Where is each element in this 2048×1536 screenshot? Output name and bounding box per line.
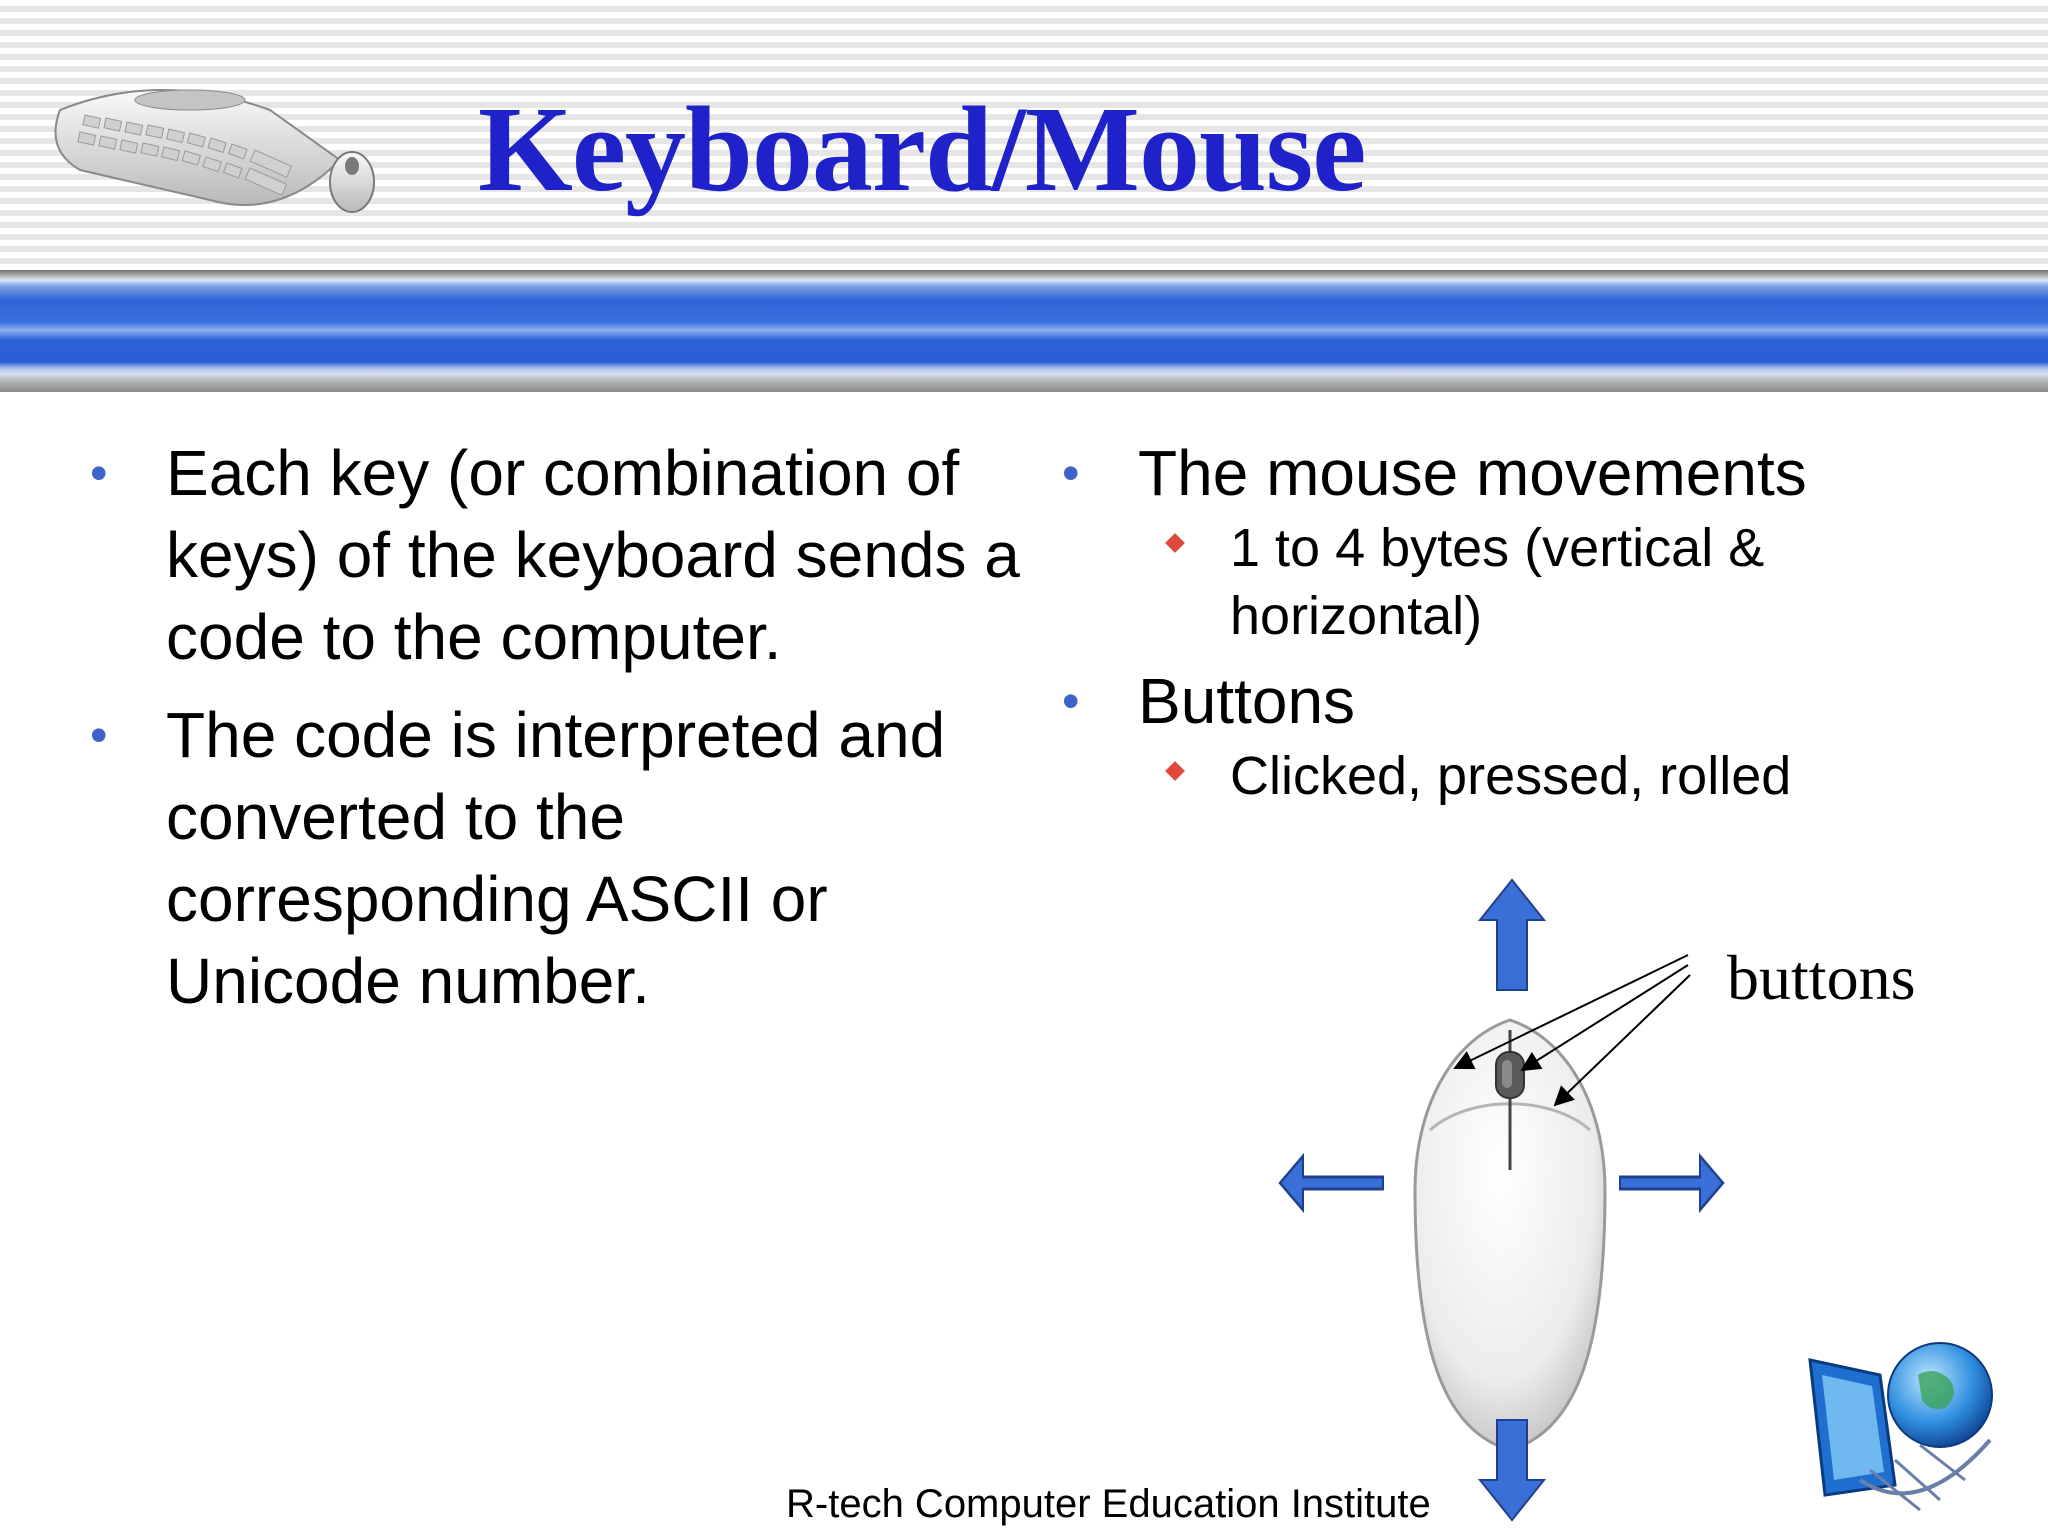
sub-bullet-item <box>1030 742 2020 810</box>
bullet-text: The mouse movements <box>1138 437 1807 509</box>
bullet-item <box>1030 660 2020 742</box>
bullet-dot-icon: • <box>1062 673 1080 729</box>
diamond-bullet-icon <box>1165 533 1185 553</box>
arrow-left-icon <box>1280 1156 1383 1210</box>
bullet-item <box>0 432 1030 678</box>
bullet-text: Buttons <box>1138 665 1356 737</box>
arrow-right-icon <box>1620 1156 1723 1210</box>
keyboard-mouse-icon <box>40 70 390 230</box>
buttons-label: buttons <box>1727 942 1916 1013</box>
footer-text: R-tech Computer Education Institute <box>786 1482 1431 1526</box>
right-column <box>1030 432 2020 810</box>
left-column <box>0 432 1030 1022</box>
bullet-item <box>1030 432 2020 514</box>
sub-bullet-item <box>1030 514 2020 650</box>
bullet-dot-icon: • <box>1062 445 1080 501</box>
bullet-text: Each key (or combination of keys) of the keyboard sends a code to the computer. <box>166 437 1020 673</box>
arrow-up-icon <box>1480 880 1544 990</box>
diamond-bullet-icon <box>1165 761 1185 781</box>
globe-monitor-icon <box>1800 1320 2010 1520</box>
bullet-item <box>0 694 1030 1022</box>
header-band <box>0 270 2048 392</box>
sub-bullet-text: 1 to 4 bytes (vertical & horizontal) <box>1230 518 1765 646</box>
bullet-dot-icon: • <box>90 445 108 501</box>
bullet-text: The code is interpreted and converted to the corresponding ASCII or Unicode number. <box>166 699 946 1017</box>
sub-bullet-text: Clicked, pressed, rolled <box>1230 746 1792 806</box>
bullet-dot-icon: • <box>90 707 108 763</box>
slide-title: Keyboard/Mouse <box>478 82 1366 217</box>
